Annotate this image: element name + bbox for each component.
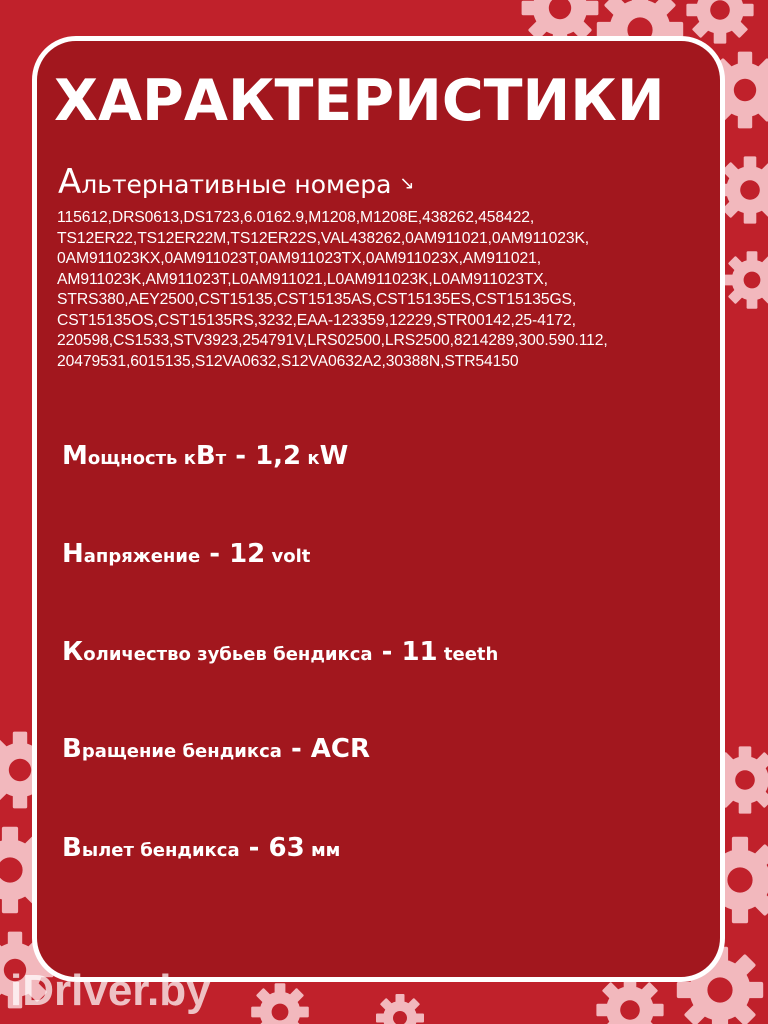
list-item: CST15135OS,CST15135RS,3232,EAA-123359,12229,STR00142,25-4172, <box>57 311 576 329</box>
spec-separator: - <box>372 637 402 667</box>
spec-unit: мм <box>304 840 341 861</box>
watermark: iDriver.by <box>10 966 211 1015</box>
arrow-down-right-icon: ↘ <box>399 172 415 194</box>
list-item: 220598,CS1533,STV3923,254791V,LRS02500,LRS2500,8214289,300.590.112, <box>57 332 608 349</box>
list-item: STRS380,AEY2500,CST15135,CST15135AS,CST15135ES,CST15135GS, <box>57 291 577 308</box>
spec-label-initial: М <box>62 441 88 471</box>
spec-overhang <box>62 830 340 869</box>
spec-voltage <box>62 536 310 575</box>
spec-unit: W <box>319 441 349 471</box>
spec-label: ылет бендикса <box>81 840 240 861</box>
list-item: 115612,DRS0613,DS1723,6.0162.9,M1208,M1208E,438262,458422, <box>57 209 535 226</box>
heading-initial: А <box>58 162 82 202</box>
spec-separator: - <box>226 441 256 471</box>
alternative-numbers-heading <box>58 162 415 205</box>
spec-value: 12 <box>229 539 266 569</box>
spec-value: 11 <box>401 637 438 667</box>
spec-separator: - <box>239 833 269 863</box>
spec-teeth <box>62 634 498 673</box>
page-title: ХАРАКТЕРИСТИКИ <box>54 68 665 134</box>
spec-label: оличество зубьев бендикса <box>83 644 373 665</box>
spec-label: апряжение <box>83 546 201 567</box>
heading-text: льтернативные номера <box>81 170 392 199</box>
spec-separator: - <box>281 734 311 764</box>
spec-label-initial: В <box>62 734 82 764</box>
spec-label: т <box>215 448 227 469</box>
spec-unit: teeth <box>437 644 499 665</box>
list-item: TS12ER22,TS12ER22M,TS12ER22S,VAL438262,0AM911021,0AM911023K, <box>57 229 590 247</box>
list-item: 0AM911023KX,0AM911023T,0AM911023TX,0AM911023X,AM911021, <box>57 250 542 267</box>
spec-value: 1,2 <box>255 441 302 471</box>
spec-separator: - <box>200 539 230 569</box>
spec-label-initial: В <box>62 833 82 863</box>
list-item: 20479531,6015135,S12VA0632,S12VA0632A2,30388N,STR54150 <box>57 352 519 370</box>
spec-value: ACR <box>310 734 371 764</box>
spec-label: ощность к <box>87 448 196 469</box>
spec-value: 63 <box>268 833 305 863</box>
spec-label: ращение бендикса <box>81 741 282 762</box>
spec-unit: к <box>301 448 320 469</box>
alternative-numbers-list <box>57 208 737 372</box>
list-item: AM911023K,AM911023T,L0AM911021,L0AM911023K,L0AM911023TX, <box>57 270 548 288</box>
spec-label-initial: В <box>195 441 216 471</box>
spec-label-initial: Н <box>62 539 84 569</box>
spec-label-initial: К <box>62 637 84 667</box>
spec-power <box>62 438 348 477</box>
spec-rotation <box>62 731 370 770</box>
spec-unit: volt <box>265 546 311 567</box>
